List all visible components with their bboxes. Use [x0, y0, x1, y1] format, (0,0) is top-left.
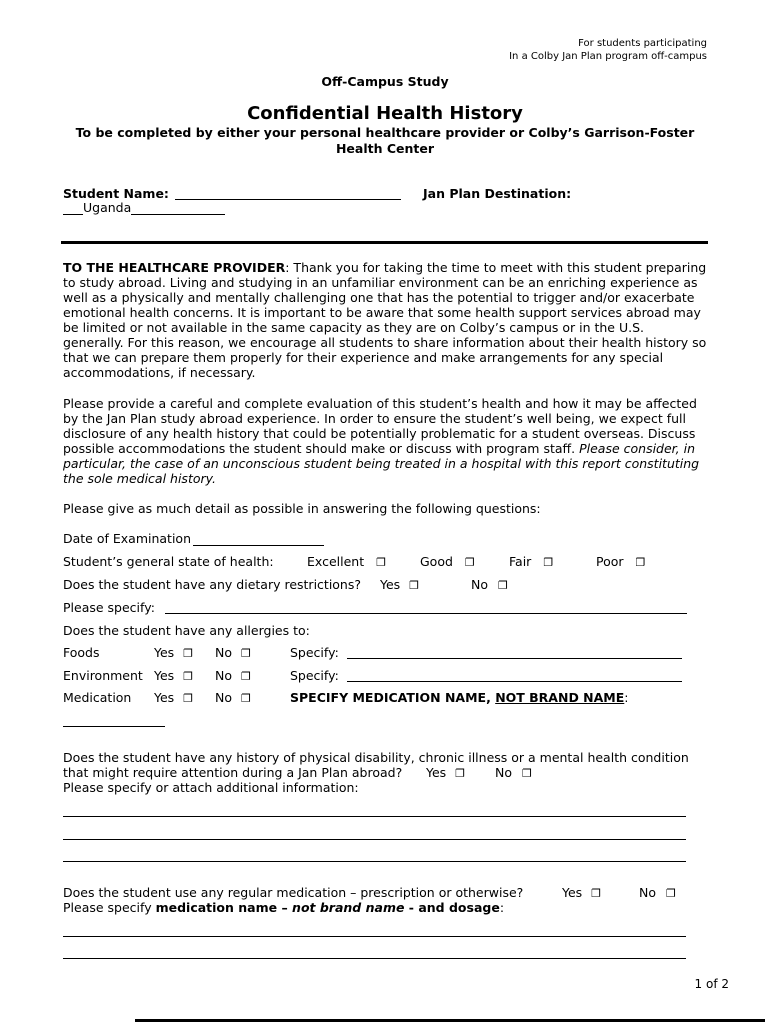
medication-specify-field[interactable]	[63, 726, 165, 727]
medication-specify-label: SPECIFY MEDICATION NAME, NOT BRAND NAME:	[290, 690, 629, 705]
diet-specify-field[interactable]	[165, 613, 687, 614]
medication-yes[interactable]: Yes ❐	[154, 690, 194, 705]
diet-label: Does the student have any dietary restrictions?	[63, 577, 362, 592]
foods-specify-field[interactable]	[347, 658, 682, 659]
foods-yes[interactable]: Yes ❐	[154, 645, 194, 660]
medication-no[interactable]: No ❐	[215, 690, 251, 705]
checkbox-icon[interactable]: ❐	[521, 767, 532, 780]
header-note-line1: For students participating	[578, 38, 707, 49]
meds-question: Does the student use any regular medication – prescription or otherwise?	[63, 885, 524, 900]
checkbox-icon[interactable]: ❐	[635, 556, 646, 569]
foods-no[interactable]: No ❐	[215, 645, 251, 660]
subtitle-line2: Health Center	[335, 141, 435, 156]
health-option-good[interactable]: Good ❐	[420, 554, 475, 569]
student-name-label: Student Name:	[63, 186, 169, 201]
destination-field-left	[63, 214, 83, 215]
checkbox-icon[interactable]: ❐	[240, 647, 251, 660]
evaluation-paragraph	[63, 396, 708, 486]
history-question-line2: that might require attention during a Jan Plan abroad?	[63, 765, 403, 780]
checkbox-icon[interactable]: ❐	[455, 767, 466, 780]
meds-answer-line[interactable]	[63, 936, 686, 937]
page-title: Confidential Health History	[247, 103, 523, 124]
foods-specify-label: Specify:	[290, 645, 339, 660]
provider-heading: TO THE HEALTHCARE PROVIDER	[63, 260, 286, 275]
checkbox-icon[interactable]: ❐	[240, 692, 251, 705]
checkbox-icon[interactable]: ❐	[409, 579, 420, 592]
meds-answer-line[interactable]	[63, 958, 686, 959]
footer-rule	[135, 1019, 765, 1022]
evaluation-italic: Please consider, in particular, the case of an unconscious student being treated in a hospital with this report constituting the sole medical history.	[63, 441, 700, 486]
diet-specify-label: Please specify:	[63, 600, 155, 615]
health-option-poor[interactable]: Poor ❐	[596, 554, 646, 569]
destination-value[interactable]: Uganda	[83, 200, 132, 215]
checkbox-icon[interactable]: ❐	[591, 887, 602, 900]
allergy-row-environment: Environment	[63, 668, 143, 683]
instructions-text: Please give as much detail as possible in answering the following questions:	[63, 501, 541, 516]
allergies-label: Does the student have any allergies to:	[63, 623, 310, 638]
date-field[interactable]	[193, 545, 324, 546]
header-note-line2: In a Colby Jan Plan program off-campus	[509, 51, 707, 62]
checkbox-icon[interactable]: ❐	[464, 556, 475, 569]
allergy-row-medication: Medication	[63, 690, 132, 705]
meds-no[interactable]: No ❐	[639, 885, 676, 900]
diet-no[interactable]: No ❐	[471, 577, 508, 592]
meds-specify-label: Please specify medication name – not brand name - and dosage:	[63, 900, 505, 915]
page-number: 1 of 2	[694, 977, 729, 991]
health-option-excellent[interactable]: Excellent ❐	[307, 554, 386, 569]
checkbox-icon[interactable]: ❐	[183, 647, 194, 660]
subtitle-line1: To be completed by either your personal healthcare provider or Colby’s Garrison-Foster	[75, 125, 695, 140]
checkbox-icon[interactable]: ❐	[543, 556, 554, 569]
environment-yes[interactable]: Yes ❐	[154, 668, 194, 683]
health-label: Student’s general state of health:	[63, 554, 274, 569]
provider-text: : Thank you for taking the time to meet with this student preparing to study abroad. Living and studying in an unfamiliar environment can be an enriching experience as well as a physically and mentally challenging one that has the potential to trigger and/or exacerbate emotional health concerns. It is important to be aware that some health support services abroad may be limited or not available in the same capacity as they are on Colby’s campus or in the U.S. generally. For this reason, we encourage all students to share information about their health history so that we can prepare them properly for their experience and make arrangements for any special accommodations, if necessary.	[63, 260, 707, 380]
checkbox-icon[interactable]: ❐	[376, 556, 386, 569]
environment-specify-label: Specify:	[290, 668, 339, 683]
history-no[interactable]: No ❐	[495, 765, 532, 780]
checkbox-icon[interactable]: ❐	[183, 670, 194, 683]
environment-no[interactable]: No ❐	[215, 668, 251, 683]
checkbox-icon[interactable]: ❐	[497, 579, 508, 592]
history-answer-line[interactable]	[63, 839, 686, 840]
section-divider	[61, 241, 708, 244]
diet-yes[interactable]: Yes ❐	[380, 577, 420, 592]
destination-label: Jan Plan Destination:	[423, 186, 572, 201]
date-label: Date of Examination	[63, 531, 192, 546]
environment-specify-field[interactable]	[347, 681, 682, 682]
allergy-row-foods: Foods	[63, 645, 100, 660]
program-heading: Off-Campus Study	[321, 74, 449, 89]
history-specify-label: Please specify or attach additional information:	[63, 780, 359, 795]
meds-yes[interactable]: Yes ❐	[562, 885, 602, 900]
provider-paragraph	[63, 260, 708, 380]
destination-field-right	[131, 214, 225, 215]
history-question-line1: Does the student have any history of physical disability, chronic illness or a mental health condition	[63, 750, 689, 765]
checkbox-icon[interactable]: ❐	[665, 887, 676, 900]
checkbox-icon[interactable]: ❐	[183, 692, 194, 705]
history-yes[interactable]: Yes ❐	[426, 765, 466, 780]
history-answer-line[interactable]	[63, 816, 686, 817]
student-name-field[interactable]	[175, 199, 401, 200]
health-option-fair[interactable]: Fair ❐	[509, 554, 554, 569]
evaluation-text: Please provide a careful and complete evaluation of this student’s health and how it may be affected by the Jan Plan study abroad experience. In order to ensure the student’s well being, we expect full disclosure of any health history that could be potentially problematic for a student overseas. Discuss possible accommodations the student should make or discuss with program staff.	[63, 396, 697, 456]
checkbox-icon[interactable]: ❐	[240, 670, 251, 683]
history-answer-line[interactable]	[63, 861, 686, 862]
